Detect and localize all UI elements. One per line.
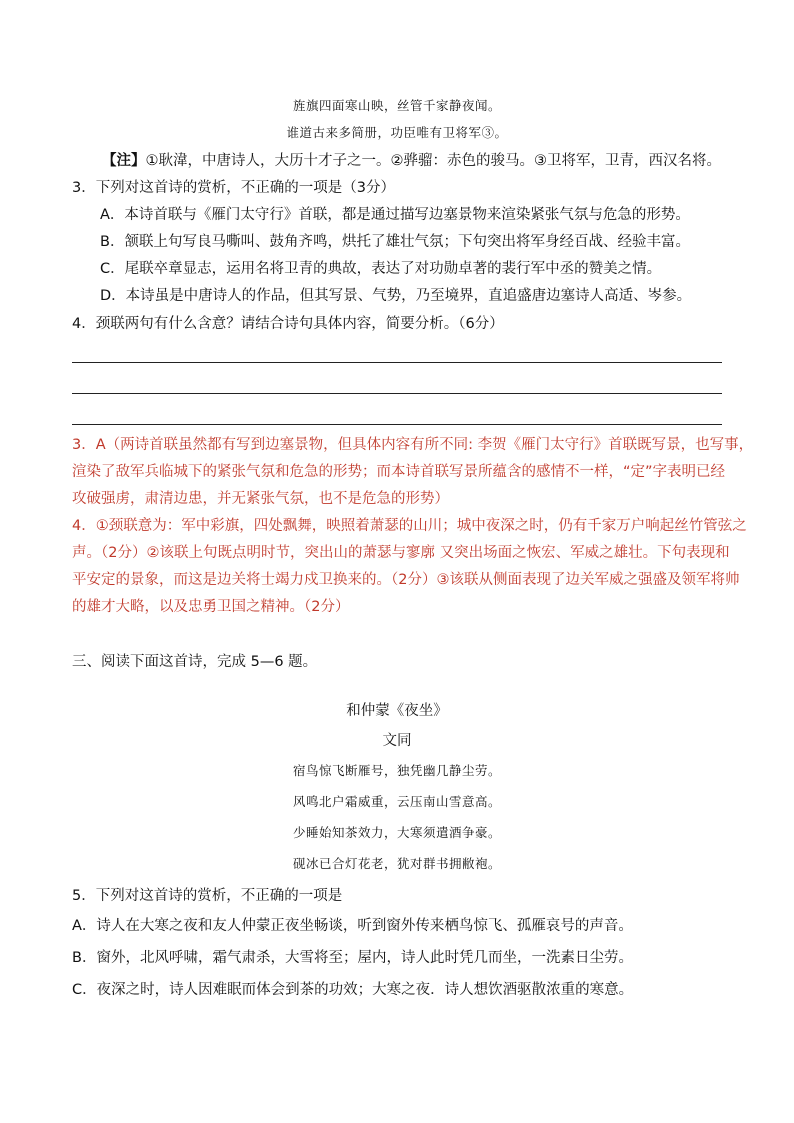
note-label: 【注】 bbox=[102, 153, 146, 169]
answer-4-line-2: 声。（2分）②该联上句既点明时节，突出山的萧瑟与寥廓 又突出场面之恢宏、军威之雄壮。下句表现和 bbox=[72, 545, 730, 561]
question-4-stem: 4．颈联两句有什么含意？请结合诗句具体内容，简要分析。（6分） bbox=[72, 316, 504, 332]
poem1-line-b: 谁道古来多简册，功臣唯有卫将军③。 bbox=[286, 125, 508, 140]
poem1-line-a: 旌旗四面寒山映，丝管千家静夜闻。 bbox=[292, 98, 501, 113]
question-3-option-a: A．本诗首联与《雁门太守行》首联，都是通过描写边塞景物来渲染紧张气氛与危急的形势。 bbox=[100, 207, 690, 223]
question-3-option-b: B．颔联上句写良马嘶叫、鼓角齐鸣，烘托了雄壮气氛；下句突出将军身经百战、经验丰富。 bbox=[100, 234, 690, 250]
answer-4-line-3: 平安定的景象，而这是边关将士竭力戍卫换来的。（2分）③该联从侧面表现了边关军威之强盛及领军将帅 bbox=[72, 572, 740, 588]
question-5-stem: 5．下列对这首诗的赏析，不正确的一项是 bbox=[72, 888, 343, 904]
answer-line-2 bbox=[72, 393, 722, 394]
question-3-stem: 3．下列对这首诗的赏析，不正确的一项是（3分） bbox=[72, 180, 395, 196]
answer-3-line-1: 3．A（两诗首联虽然都有写到边塞景物，但具体内容有所不同: 李贺《雁门太守行》首联既写景，也写事， bbox=[72, 437, 754, 453]
answer-4-line-4: 的雄才大略，以及忠勇卫国之精神。（2分） bbox=[72, 599, 350, 615]
question-5-option-c: C．夜深之时，诗人因难眠而体会到茶的功效；大寒之夜．诗人想饮酒驱散浓重的寒意。 bbox=[72, 982, 634, 998]
answer-3-line-3: 攻破强虏，肃清边患，并无紧张气氛，也不是危急的形势） bbox=[72, 491, 449, 507]
question-5-option-a: A．诗人在大寒之夜和友人仲蒙正夜坐畅谈，听到窗外传来栖鸟惊飞、孤雁哀号的声音。 bbox=[72, 918, 633, 934]
note-text: ①耿湋，中唐诗人，大历十才子之一。②骅骝：赤色的骏马。③卫将军，卫青，西汉名将。 bbox=[145, 153, 721, 169]
question-3-option-c: C．尾联卒章显志，运用名将卫青的典故，表达了对功勋卓著的裴行军中丞的赞美之情。 bbox=[100, 261, 662, 277]
question-5-option-b: B．窗外，北风呼啸，霜气肃杀，大雪将至；屋内，诗人此时凭几而坐，一洗素日尘劳。 bbox=[72, 950, 633, 966]
answer-line-3 bbox=[72, 424, 722, 425]
poem2-line-2: 风鸣北户霜威重，云压南山雪意高。 bbox=[292, 794, 501, 809]
poem2-line-4: 砚冰已合灯花老，犹对群书拥敝袍。 bbox=[292, 856, 501, 871]
annotation-note bbox=[102, 151, 721, 171]
poem2-line-1: 宿鸟惊飞断雁号，独凭幽几静尘劳。 bbox=[292, 763, 501, 778]
poem2-line-3: 少睡始知茶效力，大寒须遣酒争豪。 bbox=[292, 825, 501, 840]
question-3-option-d: D．本诗虽是中唐诗人的作品，但其写景、气势，乃至境界，直追盛唐边塞诗人高适、岑参。 bbox=[100, 288, 692, 304]
answer-3-line-2: 渲染了敌军兵临城下的紧张气氛和危急的形势；而本诗首联写景所蕴含的感情不一样，“定”字表明已经 bbox=[72, 464, 726, 480]
answer-line-1 bbox=[72, 362, 722, 363]
section-3-heading: 三、阅读下面这首诗，完成 5—6 题。 bbox=[72, 654, 318, 670]
poem2-author: 文同 bbox=[382, 733, 412, 749]
answer-4-line-1: 4．①颈联意为：军中彩旗，四处飘舞，映照着萧瑟的山川；城中夜深之时，仍有千家万户响起丝竹管弦之 bbox=[72, 518, 747, 534]
poem2-title: 和仲蒙《夜坐》 bbox=[346, 703, 448, 719]
